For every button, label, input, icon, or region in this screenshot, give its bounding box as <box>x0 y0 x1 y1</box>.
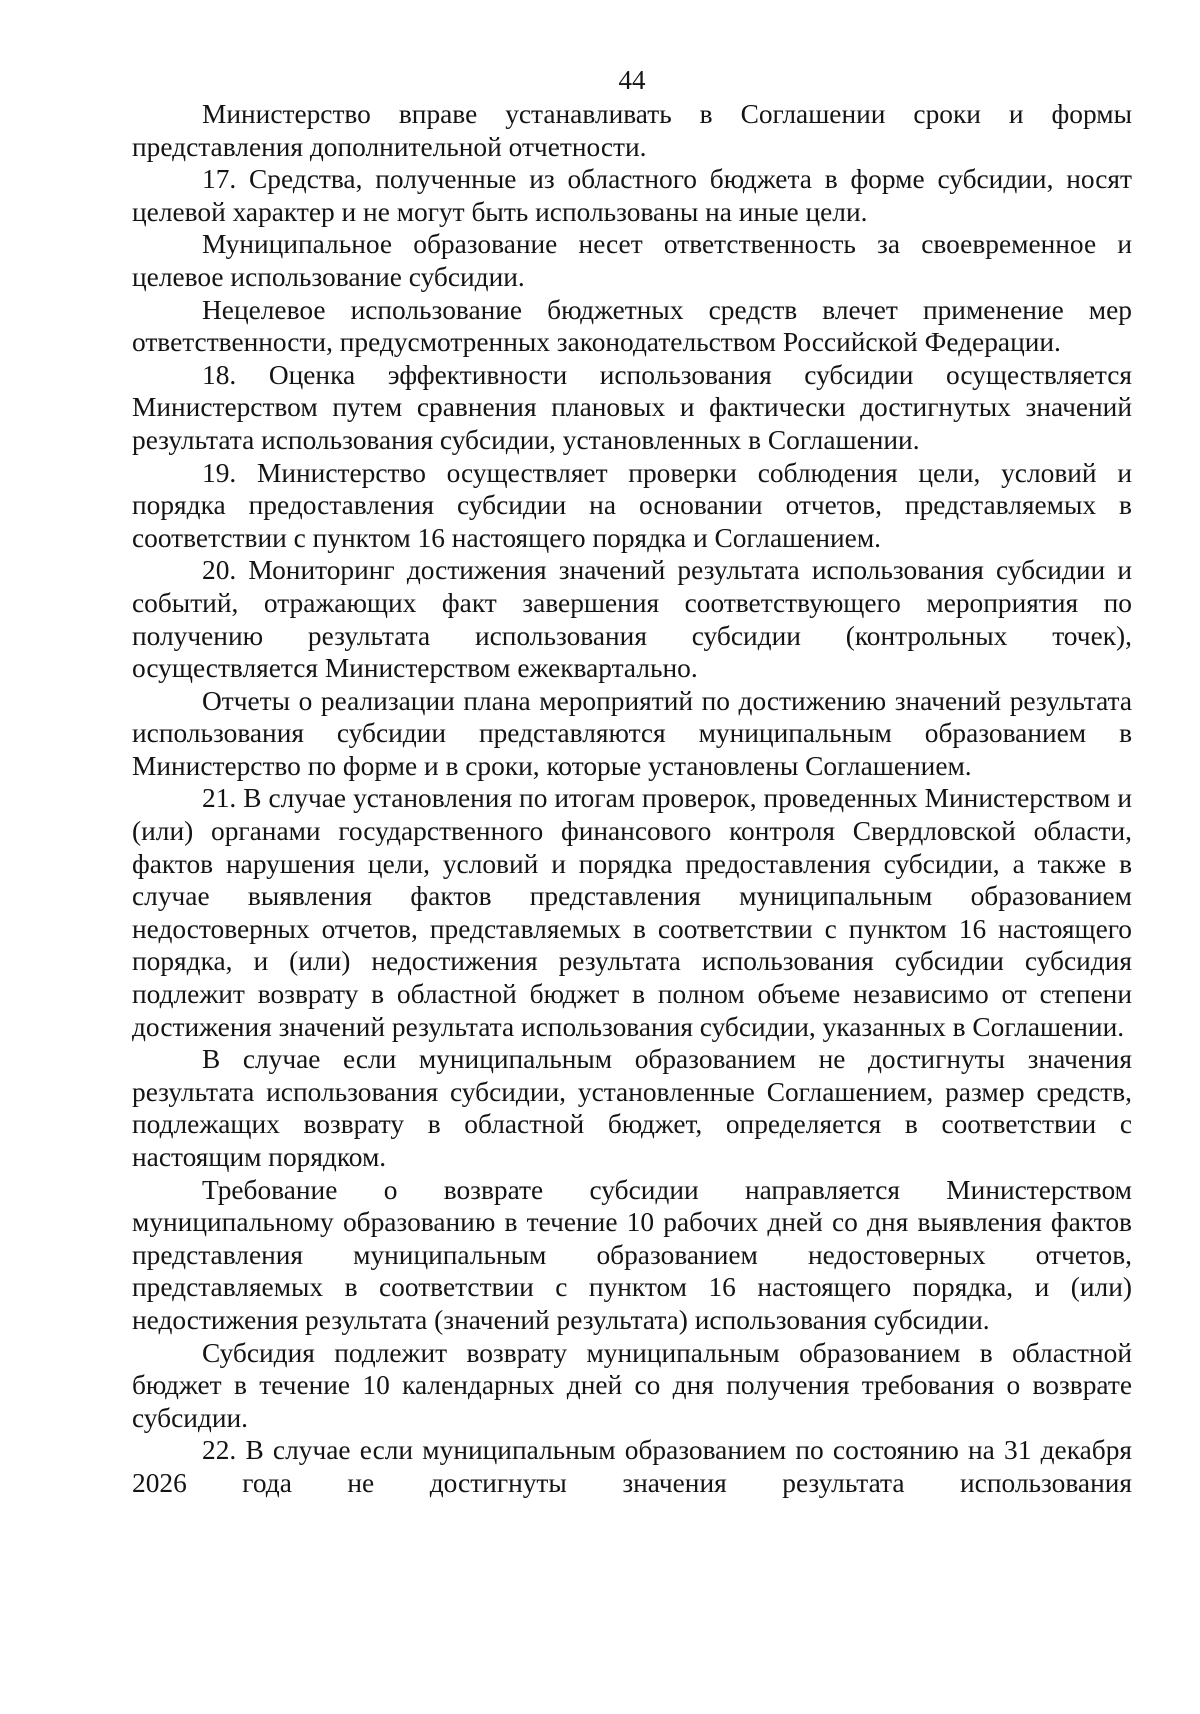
paragraph-plan-reports: Отчеты о реализации плана мероприятий по достижению значений результата использования субсидии представляются муниципальным образованием в Министерство по форме и в сроки, которые установлены Соглашением. <box>132 685 1132 781</box>
paragraph-misuse-liability: Нецелевое использование бюджетных средств влечет применение мер ответственности, предусмотренных законодательством Российской Федерации. <box>132 294 1132 358</box>
page-number: 44 <box>618 65 646 95</box>
paragraph-refund-amount: В случае если муниципальным образованием не достигнуты значения результата использования субсидии, установленные Соглашением, размер средств, подлежащих возврату в областной бюджет, определяется в соответствии с настоящим порядком. <box>132 1044 1132 1172</box>
paragraph-reporting-terms: Министерство вправе устанавливать в Соглашении сроки и формы представления дополнительной отчетности. <box>132 99 1132 162</box>
paragraph-20-monitoring: 20. Мониторинг достижения значений результата использования субсидии и событий, отражающих факт завершения соответствующего мероприятия по получению результата использования субсидии (контрольных точек), осуществляется Министерством ежеквартально. <box>132 555 1132 684</box>
document-page <box>132 64 1132 1500</box>
paragraph-19-inspections: 19. Министерство осуществляет проверки соблюдения цели, условий и порядка предоставления субсидии на основании отчетов, представляемых в соответствии с пунктом 16 настоящего порядка и Соглашением. <box>132 457 1132 553</box>
paragraph-refund-deadline: Субсидия подлежит возврату муниципальным образованием в областной бюджет в течение 10 календарных дней со дня получения требования о возврате субсидии. <box>132 1337 1132 1433</box>
paragraph-21-refund-violations: 21. В случае установления по итогам проверок, проведенных Министерством и (или) органами государственного финансового контроля Свердловской области, фактов нарушения цели, условий и порядка предоставления субсидии, а также в случае выявления фактов представления муниципальным образованием недостоверных отчетов, представляемых в соответствии с пунктом 16 настоящего порядка, и (или) недостижения результата использования субсидии субсидия подлежит возврату в областной бюджет в полном объеме независимо от степени достижения значений результата использования субсидии, указанных в Соглашении. <box>132 783 1132 1042</box>
paragraph-18-efficiency-assessment: 18. Оценка эффективности использования субсидии осуществляется Министерством путем сравнения плановых и фактически достигнутых значений результата использования субсидии, установленных в Соглашении. <box>132 359 1132 455</box>
paragraph-17-target-use: 17. Средства, полученные из областного бюджета в форме субсидии, носят целевой характер и не могут быть использованы на иные цели. <box>132 164 1132 227</box>
paragraph-22-results-deadline: 22. В случае если муниципальным образованием по состоянию на 31 декабря 2026 года не достигнуты значения результата использования <box>132 1435 1132 1498</box>
paragraph-municipal-responsibility: Муниципальное образование несет ответственность за своевременное и целевое использование субсидии. <box>132 229 1132 292</box>
paragraph-refund-demand: Требование о возврате субсидии направляется Министерством муниципальному образованию в течение 10 рабочих дней со дня выявления фактов представления муниципальным образованием недостоверных отчетов, представляемых в соответствии с пунктом 16 настоящего порядка, и (или) недостижения результата (значений результата) использования субсидии. <box>132 1174 1132 1335</box>
